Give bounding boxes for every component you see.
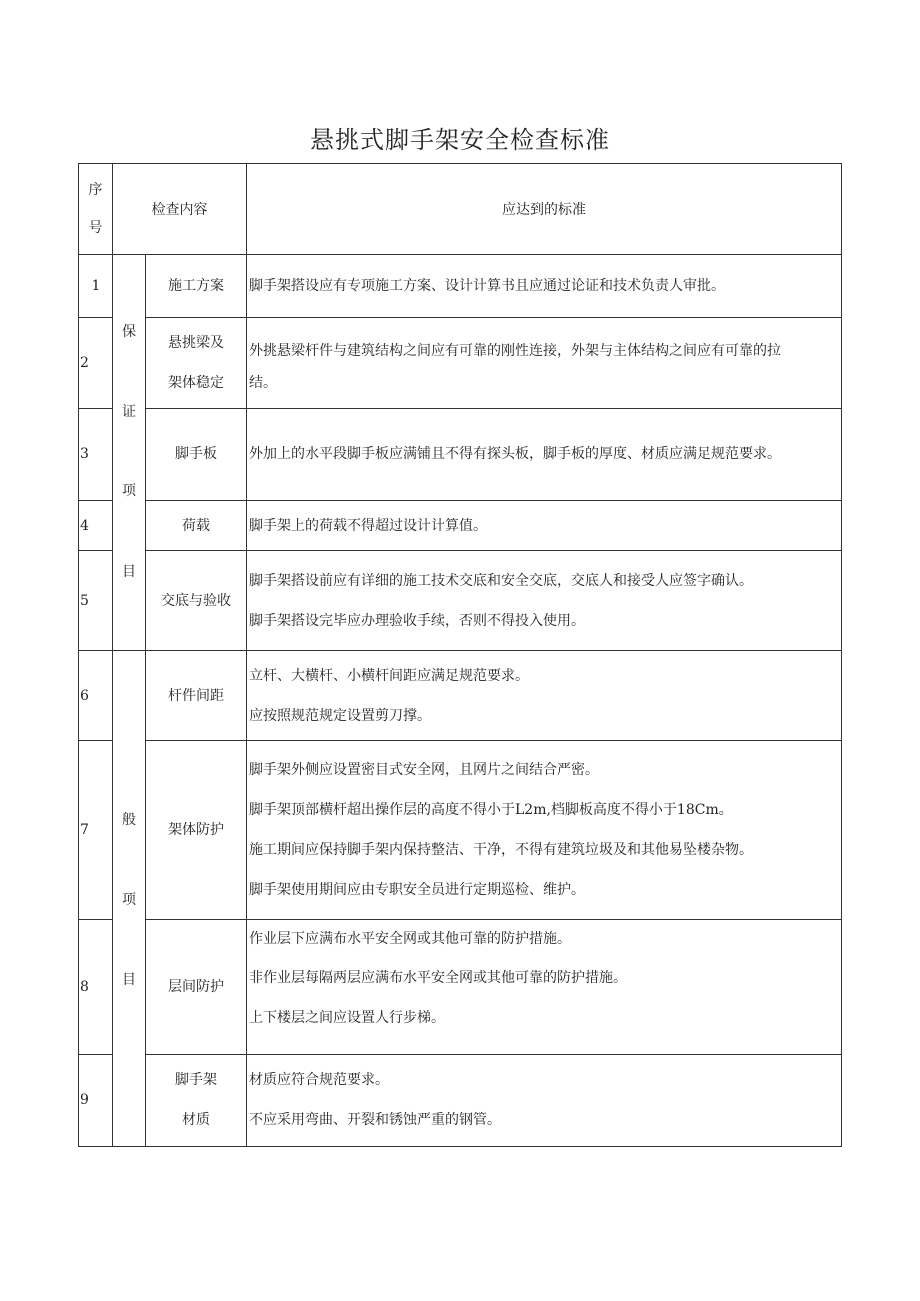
check-item-line: 脚手架 xyxy=(175,1072,217,1089)
row-number: 6 xyxy=(79,651,113,741)
check-item-line: 架体稳定 xyxy=(168,375,224,392)
standard-line: 施工期间应保持脚手架内保持整洁、干净，不得有建筑垃圾及和其他易坠楼杂物。 xyxy=(249,841,753,858)
header-row xyxy=(79,164,842,255)
standard-line: 脚手架搭设应有专项施工方案、设计计算书且应通过论证和技术负责人审批。 xyxy=(249,278,725,295)
row-number: 5 xyxy=(79,551,113,651)
category-char: 证 xyxy=(122,404,136,420)
standard-line: 脚手架顶部横杆超出操作层的高度不得小于L2m,档脚板高度不得小于18Cm。 xyxy=(249,801,733,818)
standard-line: 脚手架搭设完毕应办理验收手续，否则不得投入使用。 xyxy=(249,612,585,629)
category-char: 保 xyxy=(122,324,136,340)
standard-line: 外挑悬梁杆件与建筑结构之间应有可靠的刚性连接，外架与主体结构之间应有可靠的拉 xyxy=(249,343,781,360)
check-item: 层间防护 xyxy=(146,919,247,1054)
row-number: 4 xyxy=(79,500,113,550)
inspection-table xyxy=(78,163,842,1147)
standard-text xyxy=(247,741,842,919)
table-row xyxy=(79,255,842,318)
standard-text xyxy=(247,551,842,651)
category-char: 般 xyxy=(122,812,136,828)
standard-line: 脚手架外侧应设置密目式安全网，且网片之间结合严密。 xyxy=(249,761,599,778)
header-no-top: 序 xyxy=(88,182,103,198)
table-row xyxy=(79,741,842,919)
standard-line: 非作业层每隔两层应满布水平安全网或其他可靠的防护措施。 xyxy=(249,969,627,986)
table-row xyxy=(79,500,842,550)
check-item: 施工方案 xyxy=(146,255,247,318)
standard-text xyxy=(247,255,842,318)
category-char: 项 xyxy=(122,892,136,908)
header-content: 检查内容 xyxy=(113,164,247,255)
header-standard: 应达到的标准 xyxy=(247,164,842,255)
standard-line: 上下楼层之间应设置人行步梯。 xyxy=(249,1009,445,1026)
standard-line: 不应采用弯曲、开裂和锈蚀严重的钢管。 xyxy=(249,1112,501,1129)
standard-line: 结。 xyxy=(249,375,277,392)
standard-text xyxy=(247,1054,842,1146)
standard-text xyxy=(247,651,842,741)
standard-line: 作业层下应满布水平安全网或其他可靠的防护措施。 xyxy=(249,930,571,947)
standard-line: 材质应符合规范要求。 xyxy=(249,1072,389,1089)
table-row xyxy=(79,1054,842,1146)
check-item: 脚手板 xyxy=(146,409,247,501)
category-char: 项 xyxy=(122,483,136,499)
check-item xyxy=(146,318,247,409)
row-number: 1 xyxy=(79,255,113,318)
standard-text xyxy=(247,500,842,550)
standard-text xyxy=(247,919,842,1054)
check-item: 荷载 xyxy=(146,500,247,550)
check-item: 架体防护 xyxy=(146,741,247,919)
check-item-line: 材质 xyxy=(182,1112,210,1129)
category-guarantee xyxy=(113,255,146,651)
table-row xyxy=(79,318,842,409)
table-row xyxy=(79,919,842,1054)
row-number: 8 xyxy=(79,919,113,1054)
header-no xyxy=(79,164,113,255)
standard-line: 外加上的水平段脚手板应满铺且不得有探头板，脚手板的厚度、材质应满足规范要求。 xyxy=(249,446,781,463)
standard-text xyxy=(247,409,842,501)
standard-line: 脚手架使用期间应由专职安全员进行定期巡检、维护。 xyxy=(249,881,585,898)
standard-line: 脚手架上的荷载不得超过设计计算值。 xyxy=(249,517,487,534)
row-number: 7 xyxy=(79,741,113,919)
header-no-bottom: 号 xyxy=(88,220,103,236)
category-char: 目 xyxy=(122,564,136,580)
check-item: 交底与验收 xyxy=(146,551,247,651)
table-row xyxy=(79,409,842,501)
row-number: 2 xyxy=(79,318,113,409)
category-char: 目 xyxy=(122,972,136,988)
standard-line: 脚手架搭设前应有详细的施工技术交底和安全交底，交底人和接受人应签字确认。 xyxy=(249,572,753,589)
check-item-line: 悬挑梁及 xyxy=(168,335,224,352)
standard-text xyxy=(247,318,842,409)
check-item: 杆件间距 xyxy=(146,651,247,741)
row-number: 3 xyxy=(79,409,113,501)
table-row xyxy=(79,651,842,741)
check-item xyxy=(146,1054,247,1146)
table-row xyxy=(79,551,842,651)
category-general xyxy=(113,651,146,1147)
document-title: 悬挑式脚手架安全检查标准 xyxy=(310,126,610,154)
standard-line: 立杆、大横杆、小横杆间距应满足规范要求。 xyxy=(249,667,529,684)
standard-line: 应按照规范规定设置剪刀撑。 xyxy=(249,707,431,724)
row-number: 9 xyxy=(79,1054,113,1146)
